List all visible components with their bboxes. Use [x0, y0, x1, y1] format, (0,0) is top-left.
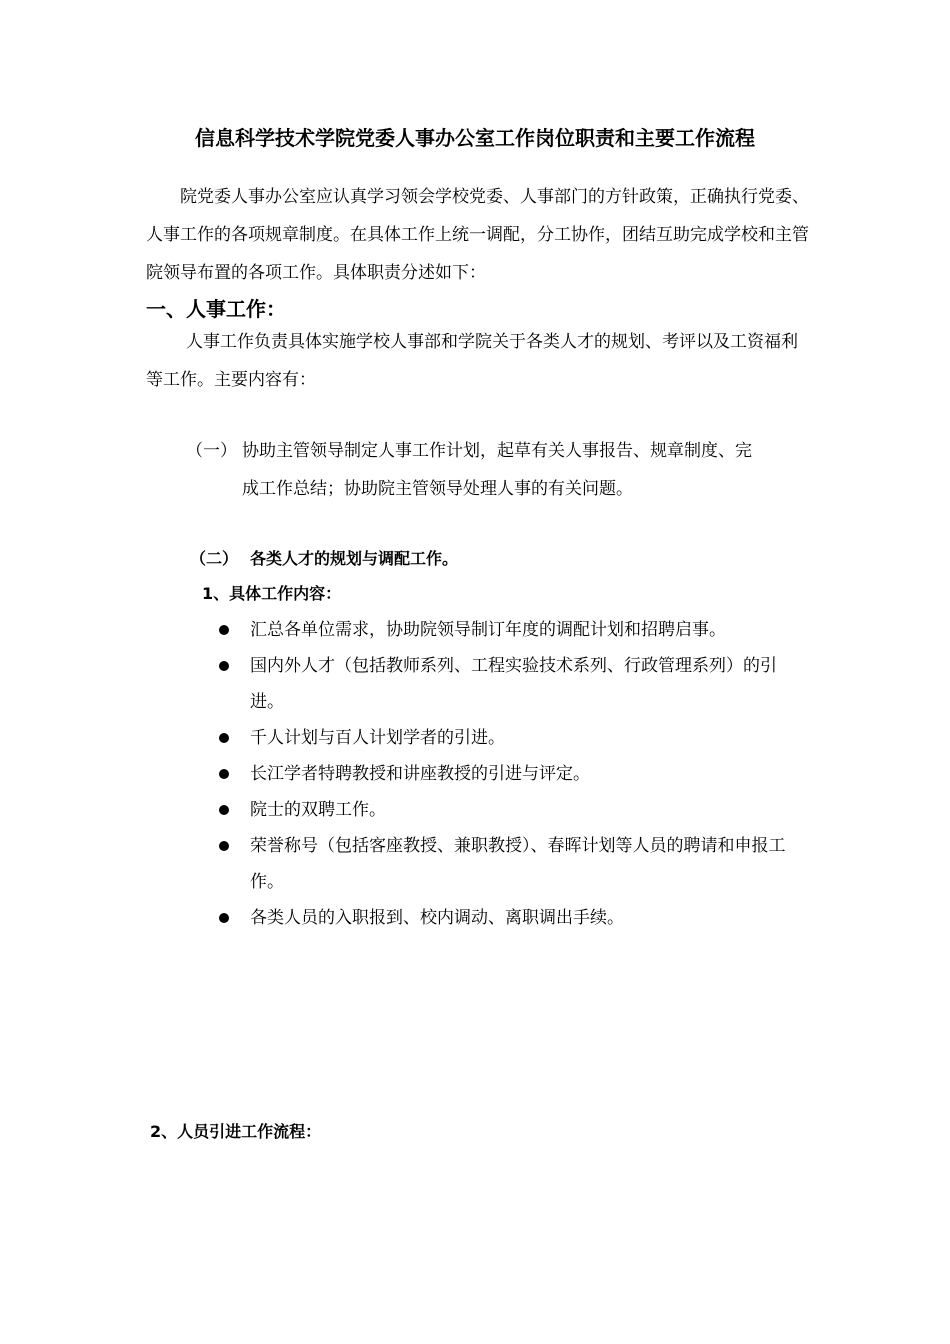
list-item-one	[186, 432, 810, 508]
list-item: 国内外人才（包括教师系列、工程实验技术系列、行政管理系列）的引进。	[214, 648, 810, 720]
list-item-one-line1: 协助主管领导制定人事工作计划，起草有关人事报告、规章制度、完	[242, 441, 752, 461]
bullet-icon	[219, 733, 229, 743]
work-content-list	[214, 612, 810, 936]
bullet-icon	[219, 805, 229, 815]
subsection-heading-two	[190, 545, 458, 573]
bullet-icon	[219, 769, 229, 779]
list-item: 各类人员的入职报到、校内调动、离职调出手续。	[214, 900, 810, 936]
list-item: 千人计划与百人计划学者的引进。	[214, 720, 810, 756]
list-item-one-label: （一）	[186, 441, 237, 461]
list-item-one-line2: 成工作总结；协助院主管领导处理人事的有关问题。	[242, 479, 633, 499]
recruitment-process-heading: 2、人员引进工作流程：	[150, 1122, 322, 1141]
subsection-two-label: （二）	[190, 549, 239, 568]
bullet-icon	[219, 841, 229, 851]
document-title: 信息科学技术学院党委人事办公室工作岗位职责和主要工作流程	[195, 126, 755, 150]
bullet-icon	[219, 661, 229, 671]
section-body-personnel: 人事工作负责具体实施学校人事部和学院关于各类人才的规划、考评以及工资福利等工作。主要内容有：	[146, 332, 798, 390]
list-item: 院士的双聘工作。	[214, 792, 810, 828]
section-heading-personnel: 一、人事工作：	[146, 297, 286, 321]
work-content-heading: 1、具体工作内容：	[202, 584, 342, 603]
list-item: 荣誉称号（包括客座教授、兼职教授）、春晖计划等人员的聘请和申报工作。	[214, 828, 810, 900]
bullet-icon	[219, 625, 229, 635]
list-item: 汇总各单位需求，协助院领导制订年度的调配计划和招聘启事。	[214, 612, 810, 648]
subsection-two-title: 各类人才的规划与调配工作。	[250, 549, 459, 568]
bullet-icon	[219, 913, 229, 923]
intro-paragraph: 院党委人事办公室应认真学习领会学校党委、人事部门的方针政策，正确执行党委、人事工作的各项规章制度。在具体工作上统一调配，分工协作，团结互助完成学校和主管院领导布置的各项工作。具体职责分述如下：	[146, 187, 809, 283]
list-item: 长江学者特聘教授和讲座教授的引进与评定。	[214, 756, 810, 792]
